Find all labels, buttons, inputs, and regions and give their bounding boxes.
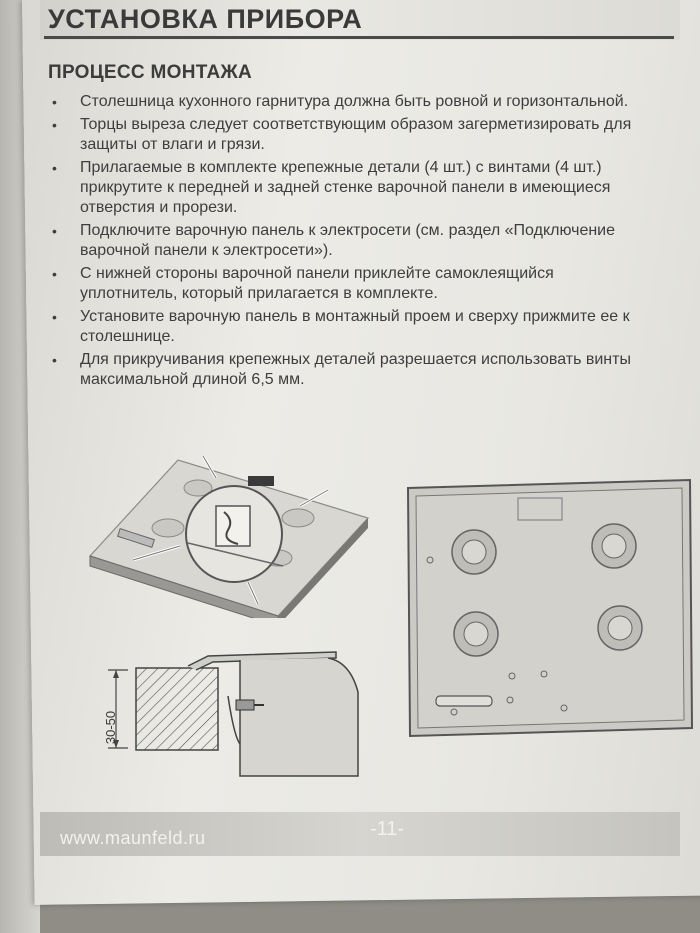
- cross-section-illustration: [88, 636, 378, 786]
- section-title: ПРОЦЕСС МОНТАЖА: [48, 62, 252, 83]
- page-title: УСТАНОВКА ПРИБОРА: [48, 4, 363, 34]
- instruction-item: • Торцы выреза следует соответствующим образом загерметизировать для защиты от влаги и грязи.: [50, 115, 640, 155]
- instruction-item: • Для прикручивания крепежных деталей разрешается использовать винты максимальной длиной 6,5 мм.: [50, 350, 640, 390]
- instruction-item: • Прилагаемые в комплекте крепежные детали (4 шт.) с винтами (4 шт.) прикрутите к передней и задней стенке варочной панели в имеющиеся отверстия и прорези.: [50, 158, 640, 218]
- instruction-list: [50, 92, 640, 393]
- instruction-item: • Подключите варочную панель к электросети (см. раздел «Подключение варочной панели к электросети»).: [50, 221, 640, 261]
- page-number: -11-: [370, 818, 405, 840]
- instruction-item: • Столешница кухонного гарнитура должна быть ровной и горизонтальной.: [50, 92, 640, 112]
- footer-website: www.maunfeld.ru: [60, 828, 206, 848]
- hob-installation-illustration: [88, 448, 378, 618]
- header-rule: [44, 36, 674, 39]
- dimension-label: 30-50: [103, 710, 119, 745]
- instruction-item: • С нижней стороны варочной панели приклейте самоклеящийся уплотнитель, который прилагается в комплекте.: [50, 264, 640, 304]
- instruction-item: • Установите варочную панель в монтажный проем и сверху прижмите ее к столешнице.: [50, 307, 640, 347]
- hob-top-view-illustration: [404, 474, 696, 738]
